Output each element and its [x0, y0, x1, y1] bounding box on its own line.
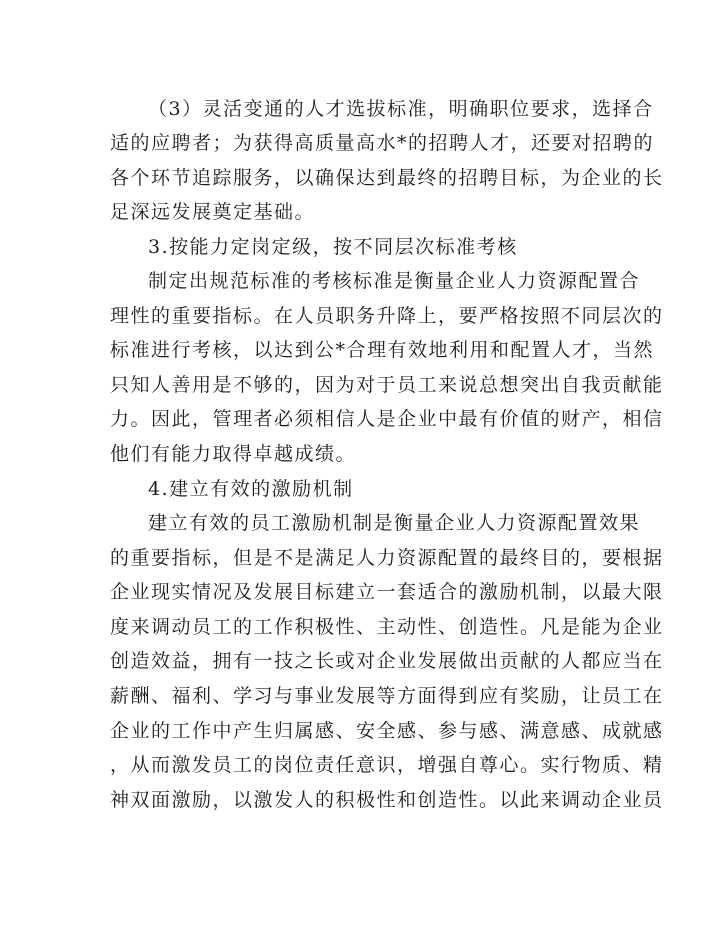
paragraph-line: 的重要指标，但是不是满足人力资源配置的最终目的，要根据 [110, 547, 664, 569]
paragraph-line: 标准进行考核，以达到公*合理有效地利用和配置人才，当然 [110, 339, 655, 361]
paragraph-line: 理性的重要指标。在人员职务升降上，要严格按照不同层次的 [110, 305, 664, 327]
paragraph-line: 度来调动员工的工作积极性、主动性、创造性。凡是能为企业 [110, 616, 664, 638]
paragraph-line: 适的应聘者；为获得高质量高水*的招聘人才，还要对招聘的 [110, 132, 655, 154]
paragraph-line: 力。因此，管理者必须相信人是企业中最有价值的财产，相信 [110, 408, 664, 430]
section-heading: 3.按能力定岗定级，按不同层次标准考核 [148, 236, 518, 258]
paragraph-line: 各个环节追踪服务，以确保达到最终的招聘目标，为企业的长 [110, 167, 664, 189]
paragraph-line: 神双面激励，以激发人的积极性和创造性。以此来调动企业员 [110, 789, 664, 811]
paragraph-line: 足深远发展奠定基础。 [110, 201, 316, 223]
paragraph-line: 企业的工作中产生归属感、安全感、参与感、满意感、成就感 [110, 720, 664, 742]
paragraph-line: 只知人善用是不够的，因为对于员工来说总想突出自我贡献能 [110, 374, 664, 396]
paragraph-line: 他们有能力取得卓越成绩。 [110, 443, 357, 465]
paragraph-line: 制定出规范标准的考核标准是衡量企业人力资源配置合 [148, 270, 641, 292]
paragraph-line: （3）灵活变通的人才选拔标准，明确职位要求，选择合 [148, 98, 654, 120]
paragraph-line: 创造效益，拥有一技之长或对企业发展做出贡献的人都应当在 [110, 650, 664, 672]
paragraph-line: 企业现实情况及发展目标建立一套适合的激励机制，以最大限 [110, 581, 664, 603]
section-heading: 4.建立有效的激励机制 [148, 478, 354, 500]
paragraph-line: 建立有效的员工激励机制是衡量企业人力资源配置效果 [148, 512, 641, 534]
paragraph-line: 薪酬、福利、学习与事业发展等方面得到应有奖励，让员工在 [110, 685, 664, 707]
paragraph-line: ，从而激发员工的岗位责任意识，增强自尊心。实行物质、精 [110, 754, 664, 776]
